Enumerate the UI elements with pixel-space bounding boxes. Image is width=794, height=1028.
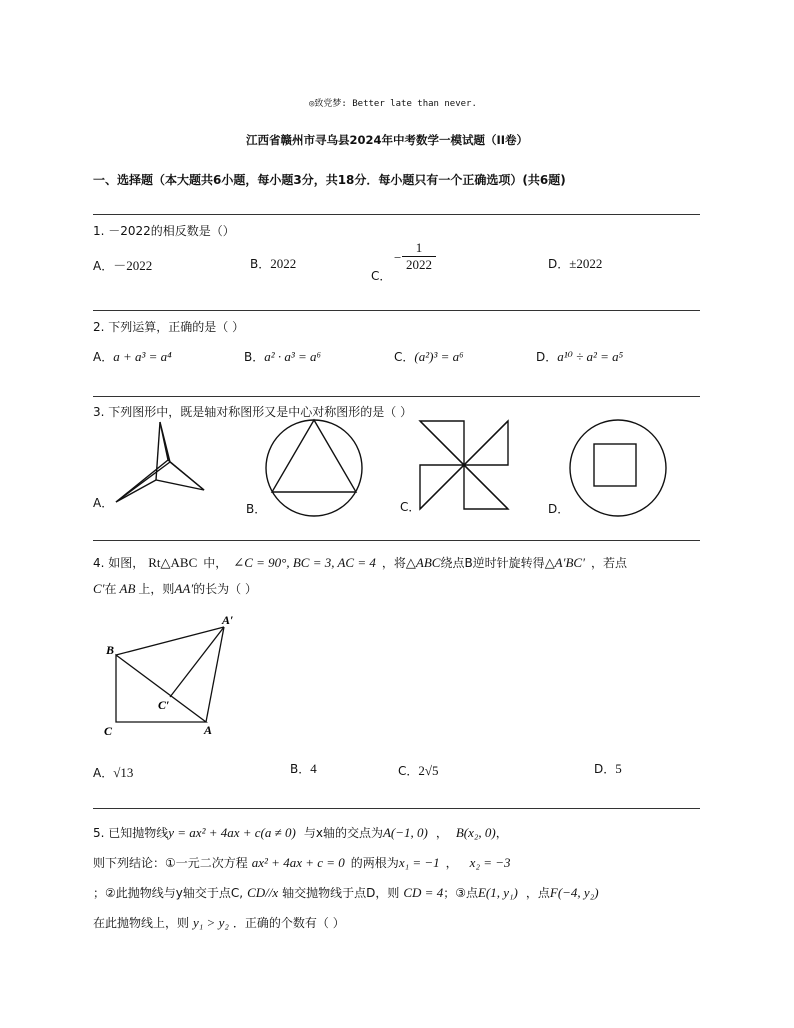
q5-text: ， bbox=[495, 826, 508, 840]
q4-b-label: B． bbox=[290, 762, 311, 776]
q4-tri-abc: △ABC bbox=[405, 555, 441, 570]
q5-text: ，点 bbox=[525, 886, 550, 900]
q2-d-label: D． bbox=[536, 350, 558, 364]
q5-point-e: E(1, y₁) bbox=[477, 885, 518, 900]
q4-stem-text: 中， bbox=[203, 556, 228, 570]
q5-text: 轴交抛物线于点D，则 bbox=[282, 886, 400, 900]
q2-d-expr: a¹⁰ ÷ a² = a⁵ bbox=[557, 349, 624, 364]
q1-option-d bbox=[548, 255, 602, 272]
circle-shape bbox=[570, 420, 666, 516]
q4-option-c bbox=[398, 762, 439, 779]
segment-a-prime-c-prime bbox=[170, 627, 224, 697]
q5-line3 bbox=[93, 884, 599, 901]
q1-c-fraction bbox=[402, 240, 436, 273]
q1-c-denominator: 2022 bbox=[406, 257, 432, 272]
q1-b-label: B． bbox=[250, 257, 271, 271]
q5-text: ， bbox=[445, 856, 458, 870]
motto: ◎致党梦: Better late than never. bbox=[309, 99, 477, 109]
q1-c-sign: − bbox=[394, 250, 402, 265]
q5-equation: ax² + 4ax + c = 0 bbox=[251, 855, 345, 870]
q3-figure-b bbox=[264, 418, 364, 518]
divider bbox=[93, 214, 700, 215]
q4-stem-line1 bbox=[93, 554, 627, 571]
q4-stem-line2 bbox=[93, 580, 257, 597]
q2-a-label: A． bbox=[93, 350, 114, 364]
q3-figure-c bbox=[420, 421, 510, 511]
q4-option-d bbox=[594, 760, 622, 777]
q5-text: 则下列结论：①一元二次方程 bbox=[93, 856, 248, 870]
q3-stem: 3. 下列图形中，既是轴对称图形又是中心对称图形的是（ ） bbox=[93, 405, 413, 419]
q5-cd-length: CD = 4 bbox=[403, 885, 444, 900]
q1-option-b bbox=[250, 255, 296, 272]
page-title: 江西省赣州市寻乌县2024年中考数学一模试题（II卷） bbox=[246, 133, 529, 147]
q4-b-value: 4 bbox=[310, 761, 317, 776]
q5-line1 bbox=[93, 824, 508, 841]
q1-d-value: ±2022 bbox=[569, 256, 603, 271]
q2-b-label: B． bbox=[244, 350, 265, 364]
q4-stem-text: 绕点B逆时针旋转得 bbox=[440, 556, 545, 570]
q2-b-expr: a² · a³ = a⁶ bbox=[264, 349, 322, 364]
q5-text: ， bbox=[435, 826, 448, 840]
q3-c-label: C． bbox=[400, 500, 421, 514]
q4-condition: ∠C = 90°, BC = 3, AC = 4 bbox=[233, 555, 376, 570]
divider bbox=[93, 808, 700, 809]
pinwheel-blade-line bbox=[168, 460, 204, 490]
pinwheel-blade-line bbox=[116, 462, 170, 502]
q1-stem: 1. －2022的相反数是（） bbox=[93, 224, 235, 238]
point-c-label: C bbox=[104, 724, 113, 738]
q4-c-value: 2√5 bbox=[418, 763, 439, 778]
q5-point-a: A(−1, 0) bbox=[382, 825, 428, 840]
q4-option-a bbox=[93, 764, 133, 781]
q4-c-prime: C′ bbox=[93, 581, 105, 596]
q5-text: 与x轴的交点为 bbox=[303, 826, 383, 840]
q4-stem-text: ，将 bbox=[381, 556, 406, 570]
q5-parabola: y = ax² + 4ax + c(a ≠ 0) bbox=[168, 825, 296, 840]
q2-a-expr: a + a³ = a⁴ bbox=[113, 349, 172, 364]
q1-c-label: C． bbox=[371, 269, 392, 283]
divider bbox=[93, 310, 700, 311]
circle-shape bbox=[266, 420, 362, 516]
q4-c-label: C． bbox=[398, 764, 419, 778]
point-b-label: B bbox=[106, 643, 115, 657]
q4-ab: AB bbox=[119, 581, 136, 596]
point-c-prime-label: C′ bbox=[158, 698, 170, 712]
q5-text: ；③点 bbox=[443, 886, 478, 900]
q2-c-expr: (a²)³ = a⁶ bbox=[414, 349, 464, 364]
q2-option-d bbox=[536, 348, 623, 365]
q5-point-b: B(x₂, 0) bbox=[455, 825, 496, 840]
q3-a-label: A． bbox=[93, 496, 114, 510]
q5-point-f: F(−4, y₂) bbox=[549, 885, 599, 900]
q5-line4 bbox=[93, 914, 345, 931]
segment-aa-prime bbox=[206, 627, 224, 722]
point-a-prime-label: A′ bbox=[222, 613, 234, 627]
q4-stem-text: 上，则 bbox=[138, 582, 175, 596]
q5-inequality: y₁ > y₂ bbox=[193, 915, 229, 930]
q1-a-label: A． bbox=[93, 259, 114, 273]
divider bbox=[93, 540, 700, 541]
q3-b-label: B． bbox=[246, 502, 267, 516]
q1-a-value: －2022 bbox=[113, 258, 153, 273]
q4-stem-text: 4. 如图， bbox=[93, 556, 145, 570]
q5-text: 5. 已知抛物线 bbox=[93, 826, 169, 840]
q5-text: 在此抛物线上，则 bbox=[93, 916, 190, 930]
q1-b-value: 2022 bbox=[270, 256, 297, 271]
point-a-label: A bbox=[204, 723, 213, 737]
q4-option-b bbox=[290, 760, 317, 777]
q4-d-value: 5 bbox=[615, 761, 622, 776]
q3-figure-d bbox=[568, 418, 668, 518]
q2-stem: 2. 下列运算，正确的是（ ） bbox=[93, 320, 245, 334]
q5-cd-parallel: CD//x bbox=[247, 885, 279, 900]
q4-a-label: A． bbox=[93, 766, 114, 780]
square-shape bbox=[594, 444, 636, 486]
q5-text: ；②此抛物线与y轴交于点C, bbox=[93, 886, 244, 900]
q4-stem-text: 在 bbox=[104, 582, 117, 596]
q1-d-label: D． bbox=[548, 257, 570, 271]
q4-a-value: √13 bbox=[113, 765, 134, 780]
divider bbox=[93, 396, 700, 397]
q4-rt-abc: Rt△ABC bbox=[148, 555, 198, 570]
q2-option-a bbox=[93, 348, 172, 365]
section-heading: 一、选择题（本大题共6小题，每小题3分，共18分．每小题只有一个正确选项）(共6题) bbox=[93, 173, 566, 187]
q4-aa-prime: AA′ bbox=[174, 581, 194, 596]
q5-root2: x₂ = −3 bbox=[469, 855, 511, 870]
q5-text: ．正确的个数有（ ） bbox=[232, 916, 345, 930]
q4-tri-new: △A′BC′ bbox=[544, 555, 585, 570]
pinwheel-outline bbox=[116, 422, 204, 502]
q2-option-c bbox=[394, 348, 464, 365]
q4-stem-text: ，若点 bbox=[590, 556, 627, 570]
q3-d-label: D． bbox=[548, 502, 570, 516]
q2-option-b bbox=[244, 348, 321, 365]
q1-c-numerator: 1 bbox=[402, 240, 436, 257]
q4-stem-text: 的长为（ ） bbox=[193, 582, 257, 596]
q5-line2 bbox=[93, 854, 511, 871]
segment-ba-prime bbox=[116, 627, 224, 655]
q5-root1: x₁ = −1 bbox=[398, 855, 440, 870]
q5-text: 的两根为 bbox=[350, 856, 399, 870]
q3-figure-a bbox=[108, 420, 208, 510]
q4-d-label: D． bbox=[594, 762, 616, 776]
q4-figure bbox=[100, 610, 250, 740]
q2-c-label: C． bbox=[394, 350, 415, 364]
q1-option-a bbox=[93, 255, 152, 274]
